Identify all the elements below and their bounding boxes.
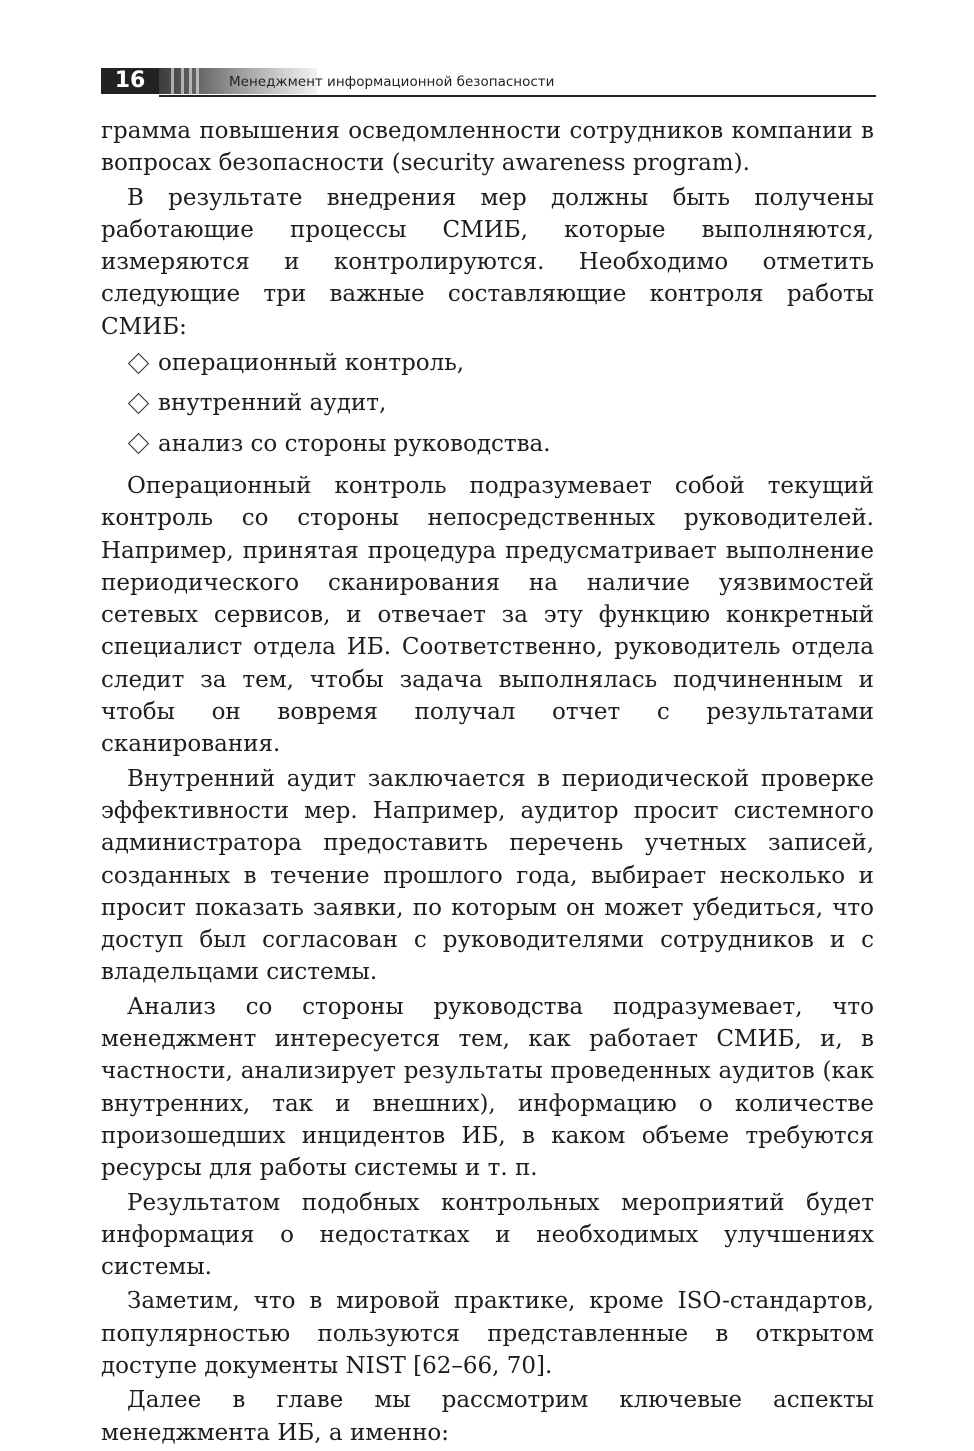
paragraph: Операционный контроль подразумевает собой текущий контроль со стороны непосредственных руководителей. Например, принятая процедура предусматривает выполнение периодического сканирования на наличие уязвимостей сетевых сервисов, и отвечает за эту функцию конкретный специалист отдела ИБ. Соответственно, руководитель отдела следит за тем, чтобы задача выполнялась подчиненным и чтобы он вовремя получал отчет с результатами сканирования. xyxy=(101,472,874,758)
paragraph: Анализ со стороны руководства подразумевает, что менеджмент интересуется тем, как работает СМИБ, и, в частности, анализирует результаты проведенных аудитов (как внутренних, так и внешних), информацию о количестве произошедших инцидентов ИБ, в каком объеме требуются ресурсы для работы системы и т. п. xyxy=(101,993,874,1182)
paragraph: Результатом подобных контрольных мероприятий будет информация о недостатках и необходимых улучшениях системы. xyxy=(101,1189,874,1281)
list-item-text: анализ со стороны руководства. xyxy=(158,430,551,457)
paragraph: Заметим, что в мировой практике, кроме ISO-стандартов, популярностью пользуются представленные в открытом доступе документы NIST [62–66, 70]. xyxy=(101,1288,874,1379)
list-item-text: внутренний аудит, xyxy=(158,390,387,417)
list-item xyxy=(101,387,874,419)
list-item xyxy=(101,428,874,460)
diamond-bullet-icon xyxy=(128,393,149,414)
page-header xyxy=(101,65,876,97)
list-item xyxy=(101,347,874,379)
paragraph: грамма повышения осведомленности сотрудников компании в вопросах безопасности (security awareness program). xyxy=(101,118,874,177)
running-title: Менеджмент информационной безопасности xyxy=(229,74,555,90)
header-rule xyxy=(159,95,876,97)
page-number: 16 xyxy=(101,68,159,94)
paragraph: Внутренний аудит заключается в периодической проверке эффективности мер. Например, аудитор просит системного администратора предоставить перечень учетных записей, созданных в течение прошлого года, выбирает несколько и просит показать заявки, по которым он может убедиться, что доступ был согласован с руководителями сотрудников и с владельцами системы. xyxy=(101,765,874,986)
diamond-bullet-icon xyxy=(128,353,149,374)
paragraph: В результате внедрения мер должны быть получены работающие процессы СМИБ, которые выполняются, измеряются и контролируются. Необходимо отметить следующие три важные составляющие контроля работы СМИБ: xyxy=(101,184,874,340)
bullet-list xyxy=(101,347,874,460)
list-item-text: операционный контроль, xyxy=(158,350,465,377)
paragraph: Далее в главе мы рассмотрим ключевые аспекты менеджмента ИБ, а именно: xyxy=(101,1387,874,1446)
diamond-bullet-icon xyxy=(128,433,149,454)
page-body xyxy=(101,115,874,1451)
